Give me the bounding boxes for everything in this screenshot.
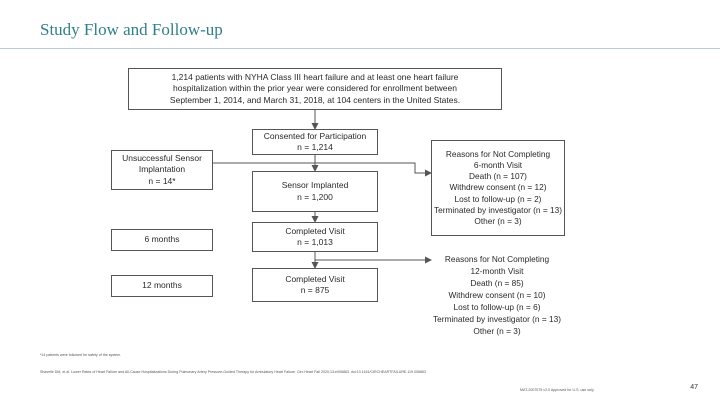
implanted-count: n = 1,200 xyxy=(297,191,333,202)
footnote-reference: Shavelle DM, et al. Lower Rates of Heart Failure and All-Cause Hospitalizations During Pulmonary Artery Pressure-Guided Therapy for Ambulatory Heart Failure. Circ Heart Fail 2020;13:e006863. doi:10.1161/CIRCHEARTFAILURE.119.006863 xyxy=(40,370,427,374)
implanted-label: Sensor Implanted xyxy=(281,180,349,191)
reasons6-heading: Reasons for Not Completing xyxy=(445,148,551,159)
reasons6-subheading: 6-month Visit xyxy=(473,160,523,171)
unsuccessful-count: n = 14* xyxy=(148,175,176,186)
enrollment-line-2: hospitalization within the prior year were considered for enrollment between xyxy=(173,83,457,94)
reasons12-death: Death (n = 85) xyxy=(470,277,524,288)
reasons6-death: Death (n = 107) xyxy=(469,171,527,182)
visit12-count: n = 875 xyxy=(300,285,330,295)
six-month-label-box xyxy=(111,229,213,251)
unsuccessful-label-2: Implantation xyxy=(138,164,186,175)
reasons12-withdrew: Withdrew consent (n = 10) xyxy=(448,289,546,300)
six-month-label: 6 months xyxy=(144,234,180,245)
sensor-implanted-box xyxy=(252,171,378,212)
reasons12-heading: Reasons for Not Completing xyxy=(444,253,550,264)
reasons-12-month-list xyxy=(421,248,573,342)
reasons6-other: Other (n = 3) xyxy=(474,215,522,226)
enrollment-box xyxy=(128,68,502,110)
consented-count: n = 1,214 xyxy=(297,142,333,152)
unsuccessful-label-1: Unsuccessful Sensor xyxy=(122,152,202,163)
reasons12-subheading: 12-month Visit xyxy=(470,265,524,276)
footnote-code: MAT-2007075 v2.0 Approved for U.S. use only xyxy=(520,388,594,392)
reasons-6-month-box xyxy=(431,140,565,236)
consented-box xyxy=(252,129,378,155)
reasons6-terminated: Terminated by investigator (n = 13) xyxy=(434,204,562,215)
twelve-month-label-box xyxy=(111,275,213,297)
enrollment-line-1: 1,214 patients with NYHA Class III heart failure and at least one heart failure xyxy=(171,71,459,82)
visit6-count: n = 1,013 xyxy=(297,237,333,247)
completed-visit-12-box xyxy=(252,268,378,302)
twelve-month-label: 12 months xyxy=(142,280,182,291)
page-title: Study Flow and Follow-up xyxy=(40,20,223,39)
reasons6-lost: Lost to follow-up (n = 2) xyxy=(454,193,542,204)
reasons12-lost: Lost to follow-up (n = 6) xyxy=(453,302,541,312)
unsuccessful-implantation-box xyxy=(111,150,213,190)
visit6-label: Completed Visit xyxy=(285,225,345,236)
completed-visit-6-box xyxy=(252,222,378,252)
consented-label: Consented for Participation xyxy=(263,130,367,141)
reasons6-withdrew: Withdrew consent (n = 12) xyxy=(449,182,547,193)
reasons12-terminated: Terminated by investigator (n = 13) xyxy=(433,314,561,325)
page-number: 47 xyxy=(690,384,698,391)
reasons12-other: Other (n = 3) xyxy=(473,326,521,337)
enrollment-line-3: September 1, 2014, and March 31, 2018, at 104 centers in the United States. xyxy=(169,94,461,105)
footnote-safety: *14 patients were followed for safety of the system. xyxy=(40,353,122,357)
visit12-label: Completed Visit xyxy=(285,273,345,284)
